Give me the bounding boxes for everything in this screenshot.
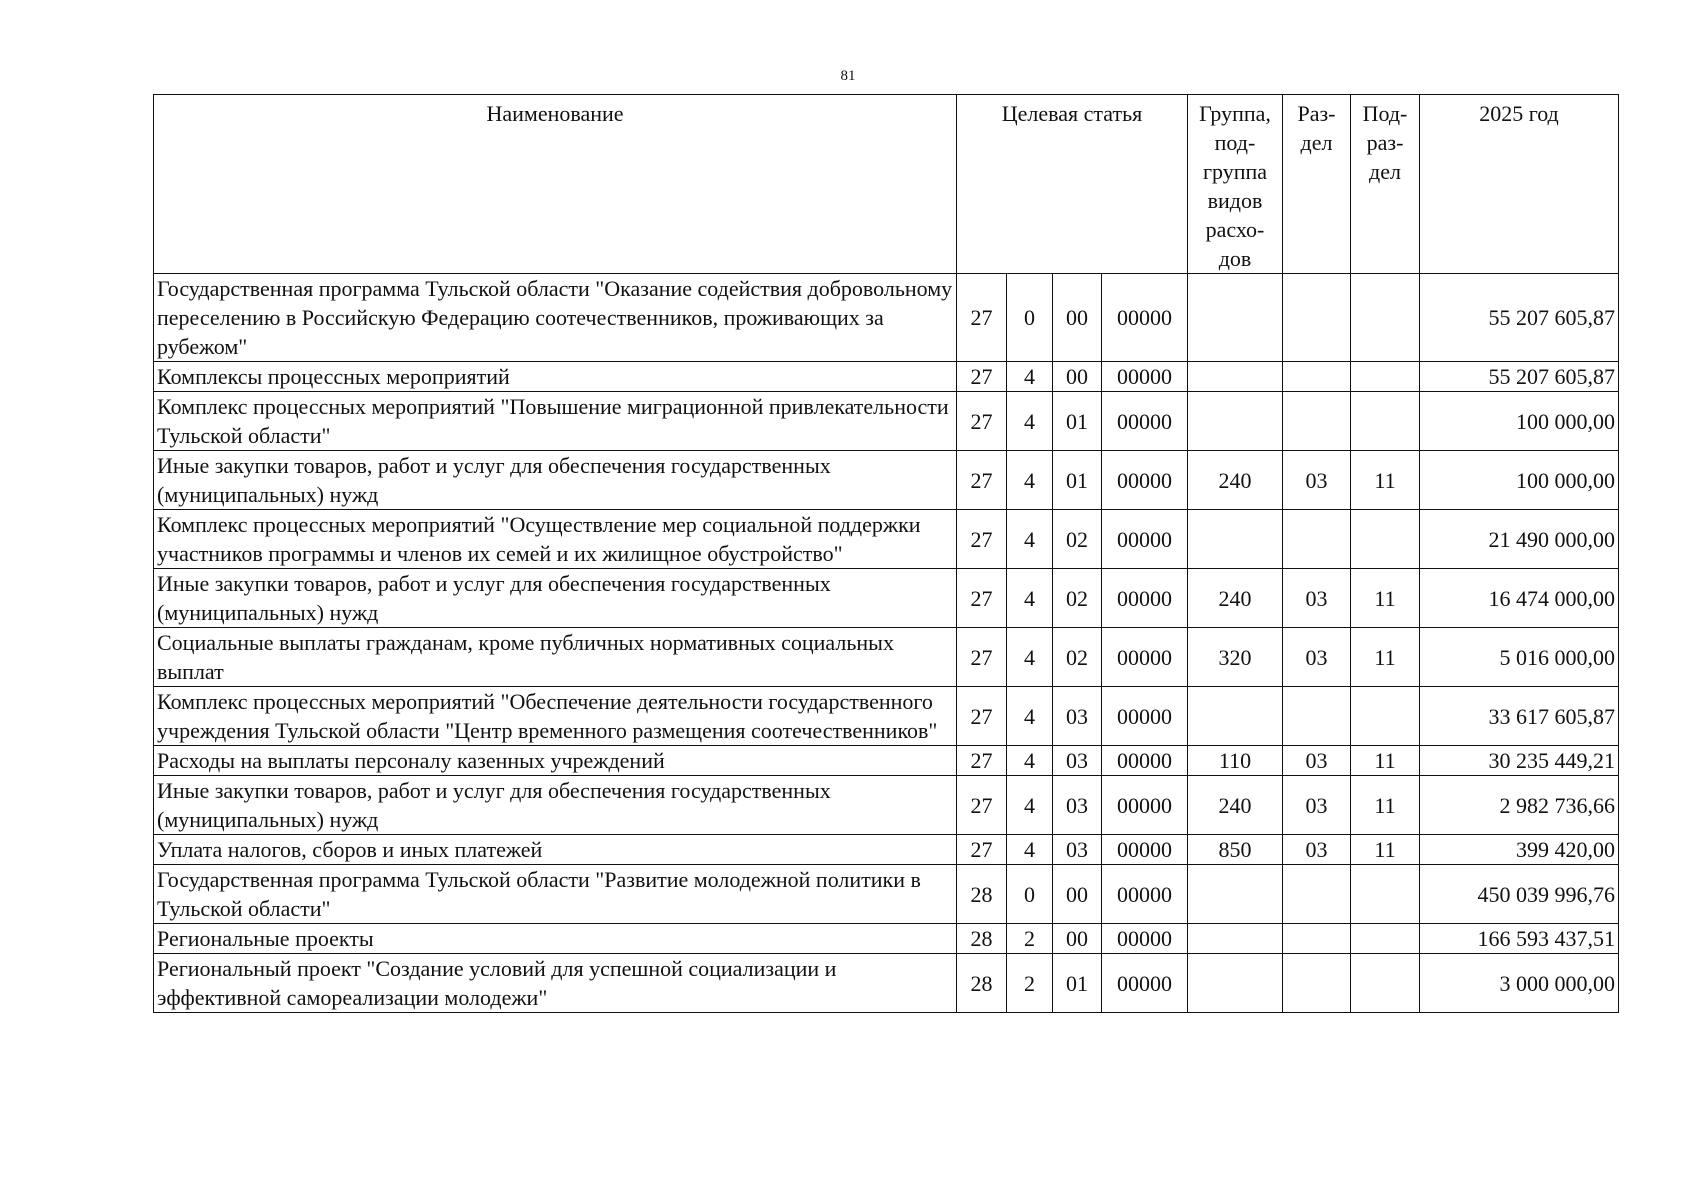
table-row [154,746,1619,776]
cell-article-subprogram: 4 [1007,510,1053,569]
cell-article-program: 27 [957,510,1007,569]
header-year: 2025 год [1420,95,1619,274]
cell-article-program: 27 [957,776,1007,835]
cell-article-event: 02 [1053,569,1102,628]
cell-subsection: 11 [1351,776,1420,835]
cell-expense-group: 240 [1188,569,1283,628]
cell-amount: 33 617 605,87 [1420,687,1619,746]
cell-expense-group: 240 [1188,776,1283,835]
cell-article-event: 00 [1053,274,1102,362]
cell-article-subprogram: 4 [1007,628,1053,687]
cell-article-event: 03 [1053,746,1102,776]
header-expense-group: Группа, под-группа видов расхо-дов [1188,95,1283,274]
cell-article-event: 00 [1053,865,1102,924]
cell-subsection [1351,924,1420,954]
cell-section [1283,954,1351,1013]
cell-article-event: 02 [1053,628,1102,687]
cell-article-subprogram: 0 [1007,274,1053,362]
table-row [154,776,1619,835]
cell-article-direction: 00000 [1102,687,1188,746]
cell-article-direction: 00000 [1102,954,1188,1013]
table-row [154,510,1619,569]
cell-amount: 16 474 000,00 [1420,569,1619,628]
cell-subsection [1351,274,1420,362]
cell-expense-group [1188,274,1283,362]
cell-article-subprogram: 2 [1007,954,1053,1013]
cell-article-event: 01 [1053,954,1102,1013]
cell-article-event: 00 [1053,924,1102,954]
cell-amount: 55 207 605,87 [1420,274,1619,362]
table-row [154,362,1619,392]
cell-name: Социальные выплаты гражданам, кроме публичных нормативных социальных выплат [154,628,957,687]
cell-subsection: 11 [1351,569,1420,628]
cell-article-subprogram: 4 [1007,392,1053,451]
cell-section [1283,362,1351,392]
cell-section [1283,687,1351,746]
cell-section [1283,924,1351,954]
cell-article-direction: 00000 [1102,746,1188,776]
cell-article-subprogram: 0 [1007,865,1053,924]
cell-expense-group [1188,362,1283,392]
cell-article-event: 03 [1053,776,1102,835]
cell-article-subprogram: 4 [1007,569,1053,628]
cell-article-subprogram: 4 [1007,776,1053,835]
cell-article-event: 03 [1053,687,1102,746]
cell-section [1283,510,1351,569]
cell-name: Иные закупки товаров, работ и услуг для обеспечения государственных (муниципальных) нужд [154,451,957,510]
cell-article-direction: 00000 [1102,274,1188,362]
cell-section: 03 [1283,746,1351,776]
cell-article-direction: 00000 [1102,628,1188,687]
header-section: Раз-дел [1283,95,1351,274]
cell-article-direction: 00000 [1102,451,1188,510]
table-row [154,835,1619,865]
table-row [154,628,1619,687]
cell-name: Иные закупки товаров, работ и услуг для обеспечения государственных (муниципальных) нужд [154,569,957,628]
cell-article-event: 01 [1053,451,1102,510]
cell-article-program: 28 [957,865,1007,924]
cell-article-program: 27 [957,746,1007,776]
cell-expense-group: 110 [1188,746,1283,776]
cell-subsection [1351,865,1420,924]
cell-name: Комплекс процессных мероприятий "Обеспечение деятельности государственного учреждения Тульской области "Центр временного размещения соотечественников" [154,687,957,746]
cell-article-event: 01 [1053,392,1102,451]
cell-article-program: 28 [957,924,1007,954]
cell-amount: 399 420,00 [1420,835,1619,865]
cell-expense-group [1188,687,1283,746]
cell-subsection [1351,392,1420,451]
cell-article-program: 27 [957,569,1007,628]
cell-section: 03 [1283,628,1351,687]
cell-amount: 2 982 736,66 [1420,776,1619,835]
cell-article-direction: 00000 [1102,510,1188,569]
header-name: Наименование [154,95,957,274]
cell-section [1283,274,1351,362]
cell-article-program: 28 [957,954,1007,1013]
cell-subsection [1351,687,1420,746]
cell-section [1283,392,1351,451]
cell-amount: 55 207 605,87 [1420,362,1619,392]
cell-article-direction: 00000 [1102,835,1188,865]
budget-table [153,94,1619,1013]
cell-amount: 5 016 000,00 [1420,628,1619,687]
cell-article-program: 27 [957,687,1007,746]
cell-article-subprogram: 2 [1007,924,1053,954]
cell-article-program: 27 [957,362,1007,392]
cell-amount: 30 235 449,21 [1420,746,1619,776]
table-header-row [154,95,1619,274]
cell-amount: 3 000 000,00 [1420,954,1619,1013]
cell-article-event: 00 [1053,362,1102,392]
cell-article-event: 02 [1053,510,1102,569]
table-row [154,687,1619,746]
cell-name: Комплексы процессных мероприятий [154,362,957,392]
cell-article-event: 03 [1053,835,1102,865]
cell-name: Региональный проект "Создание условий для успешной социализации и эффективной самореализации молодежи" [154,954,957,1013]
cell-subsection: 11 [1351,451,1420,510]
cell-section: 03 [1283,776,1351,835]
cell-expense-group: 850 [1188,835,1283,865]
cell-subsection [1351,362,1420,392]
cell-section: 03 [1283,835,1351,865]
cell-article-program: 27 [957,628,1007,687]
cell-article-program: 27 [957,835,1007,865]
cell-subsection [1351,510,1420,569]
cell-name: Региональные проекты [154,924,957,954]
cell-article-direction: 00000 [1102,865,1188,924]
cell-article-subprogram: 4 [1007,362,1053,392]
cell-name: Уплата налогов, сборов и иных платежей [154,835,957,865]
cell-section [1283,865,1351,924]
cell-expense-group [1188,510,1283,569]
cell-article-subprogram: 4 [1007,687,1053,746]
cell-expense-group [1188,392,1283,451]
cell-amount: 450 039 996,76 [1420,865,1619,924]
cell-subsection: 11 [1351,835,1420,865]
cell-name: Государственная программа Тульской области "Развитие молодежной политики в Тульской области" [154,865,957,924]
cell-amount: 21 490 000,00 [1420,510,1619,569]
header-target-article: Целевая статья [957,95,1188,274]
cell-article-direction: 00000 [1102,392,1188,451]
cell-article-program: 27 [957,274,1007,362]
table-row [154,451,1619,510]
table-row [154,392,1619,451]
cell-subsection: 11 [1351,746,1420,776]
table-row [154,924,1619,954]
cell-article-subprogram: 4 [1007,746,1053,776]
cell-name: Комплекс процессных мероприятий "Осуществление мер социальной поддержки участников программы и членов их семей и их жилищное обустройство" [154,510,957,569]
cell-article-direction: 00000 [1102,924,1188,954]
cell-article-direction: 00000 [1102,569,1188,628]
cell-expense-group [1188,924,1283,954]
cell-subsection: 11 [1351,628,1420,687]
cell-article-subprogram: 4 [1007,451,1053,510]
page-number: 81 [840,68,856,84]
table-row [154,569,1619,628]
cell-section: 03 [1283,569,1351,628]
cell-section: 03 [1283,451,1351,510]
cell-expense-group [1188,865,1283,924]
cell-article-subprogram: 4 [1007,835,1053,865]
cell-name: Государственная программа Тульской области "Оказание содействия добровольному переселению в Российскую Федерацию соотечественников, проживающих за рубежом" [154,274,957,362]
cell-expense-group: 320 [1188,628,1283,687]
cell-name: Комплекс процессных мероприятий "Повышение миграционной привлекательности Тульской области" [154,392,957,451]
cell-article-program: 27 [957,451,1007,510]
cell-amount: 166 593 437,51 [1420,924,1619,954]
cell-amount: 100 000,00 [1420,392,1619,451]
cell-name: Иные закупки товаров, работ и услуг для обеспечения государственных (муниципальных) нужд [154,776,957,835]
table-body [154,274,1619,1013]
cell-name: Расходы на выплаты персоналу казенных учреждений [154,746,957,776]
cell-article-direction: 00000 [1102,776,1188,835]
cell-expense-group [1188,954,1283,1013]
cell-article-program: 27 [957,392,1007,451]
header-subsection: Под-раз-дел [1351,95,1420,274]
cell-subsection [1351,954,1420,1013]
table-row [154,865,1619,924]
cell-article-direction: 00000 [1102,362,1188,392]
table-row [154,954,1619,1013]
cell-amount: 100 000,00 [1420,451,1619,510]
table-row [154,274,1619,362]
cell-expense-group: 240 [1188,451,1283,510]
